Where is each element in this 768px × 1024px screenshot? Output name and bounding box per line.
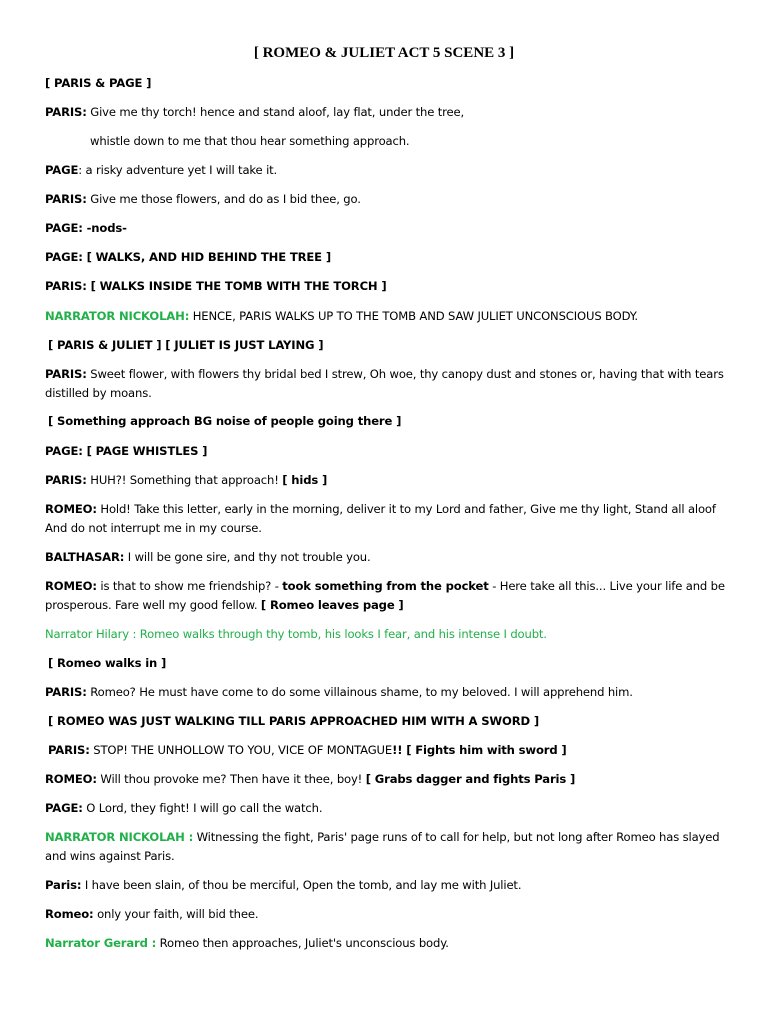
dialogue-text: only your faith, will bid thee. [93, 907, 259, 921]
inline-direction: [ hids ] [282, 473, 328, 487]
dialogue-line [45, 500, 735, 538]
speaker-name: PARIS: [45, 473, 87, 487]
narrator-name: Narrator Gerard : [45, 936, 157, 950]
narrator-name: NARRATOR NICKOLAH : [45, 830, 194, 844]
narrator-line [45, 934, 735, 953]
dialogue-line [45, 799, 735, 818]
stage-direction: PAGE: [ WALKS, AND HID BEHIND THE TREE ] [45, 250, 331, 264]
dialogue-line [45, 190, 735, 209]
dialogue-line [45, 161, 735, 180]
dialogue-text: Give me thy torch! hence and stand aloof, lay flat, under the tree, [86, 105, 464, 119]
stage-direction: PARIS: [ WALKS INSIDE THE TOMB WITH THE TORCH ] [45, 279, 387, 293]
dialogue-text: HUH?! Something that approach! [86, 473, 283, 487]
scene-heading: [ PARIS & JULIET ] [ JULIET IS JUST LAYING ] [48, 338, 324, 352]
inline-direction: [ Romeo leaves page ] [260, 598, 404, 612]
dialogue-text: Romeo? He must have come to do some villainous shame, to my beloved. I will apprehend him. [86, 685, 633, 699]
dialogue-text: : a risky adventure yet I will take it. [78, 163, 278, 177]
dialogue-line [45, 471, 735, 490]
speaker-name: PARIS: [45, 192, 87, 206]
dialogue-text: is that to show me friendship? - [96, 579, 283, 593]
speaker-name: PARIS: [48, 743, 90, 757]
dialogue-text: Hold! Take this letter, early in the morning, deliver it to my Lord and father, Give me thy light, Stand all aloof And do not interrupt me in my course. [45, 502, 716, 535]
stage-direction: [ Romeo walks in ] [48, 656, 167, 670]
narration-text: HENCE, PARIS WALKS UP TO THE TOMB AND SAW JULIET UNCONSCIOUS BODY. [189, 309, 638, 323]
speaker-name: PAGE: [45, 801, 83, 815]
narrator-line: Narrator Hilary : Romeo walks through thy tomb, his looks I fear, and his intense I doubt. [45, 627, 547, 641]
inline-direction: !! [ Fights him with sword ] [392, 743, 567, 757]
narrator-line [45, 828, 735, 866]
dialogue-text: Will thou provoke me? Then have it thee, boy! [96, 772, 366, 786]
dialogue-line [45, 683, 735, 702]
stage-direction: PAGE: -nods- [45, 221, 127, 235]
narration-text: Witnessing the fight, Paris' page runs of to call for help, but not long after Romeo has slayed and wins against Paris. [45, 830, 720, 863]
speaker-name: PARIS: [45, 367, 87, 381]
speaker-name: BALTHASAR: [45, 550, 125, 564]
narrator-name: NARRATOR NICKOLAH: [45, 309, 190, 323]
dialogue-line [48, 741, 738, 760]
page-title: [ ROMEO & JULIET ACT 5 SCENE 3 ] [253, 45, 515, 61]
dialogue-text: I have been slain, of thou be merciful, Open the tomb, and lay me with Juliet. [81, 878, 522, 892]
speaker-name: PARIS: [45, 685, 87, 699]
stage-direction: PAGE: [ PAGE WHISTLES ] [45, 444, 208, 458]
speaker-name: ROMEO: [45, 579, 97, 593]
dialogue-text: O Lord, they fight! I will go call the watch. [82, 801, 323, 815]
dialogue-line [45, 103, 735, 122]
narrator-line [45, 307, 735, 326]
speaker-name: ROMEO: [45, 772, 97, 786]
inline-direction: took something from the pocket [282, 579, 489, 593]
speaker-name: PAGE [45, 163, 79, 177]
speaker-name: PARIS: [45, 105, 87, 119]
dialogue-continuation: whistle down to me that thou hear something approach. [90, 134, 410, 148]
stage-direction: [ ROMEO WAS JUST WALKING TILL PARIS APPROACHED HIM WITH A SWORD ] [48, 714, 540, 728]
dialogue-text: - Here take all this... Live your life and be prosperous. Fare well my good fellow. [45, 579, 725, 612]
dialogue-text: I will be gone sire, and thy not trouble you. [124, 550, 371, 564]
dialogue-line [45, 770, 735, 789]
dialogue-text: Sweet flower, with flowers thy bridal bed I strew, Oh woe, thy canopy dust and stones or, having that with tears distilled by moans. [45, 367, 724, 400]
speaker-name: Paris: [45, 878, 82, 892]
scene-heading: [ PARIS & PAGE ] [45, 76, 152, 90]
dialogue-line [45, 876, 735, 895]
dialogue-line [45, 905, 735, 924]
speaker-name: Romeo: [45, 907, 94, 921]
narration-text: Romeo then approaches, Juliet's unconscious body. [156, 936, 449, 950]
dialogue-text: Give me those flowers, and do as I bid thee, go. [86, 192, 361, 206]
stage-direction: [ Something approach BG noise of people going there ] [48, 414, 402, 428]
dialogue-line [45, 577, 735, 615]
dialogue-text: STOP! THE UNHOLLOW TO YOU, VICE OF MONTAGUE [89, 743, 393, 757]
dialogue-line [45, 548, 735, 567]
dialogue-line [45, 365, 735, 403]
speaker-name: ROMEO: [45, 502, 97, 516]
inline-direction: [ Grabs dagger and fights Paris ] [365, 772, 576, 786]
